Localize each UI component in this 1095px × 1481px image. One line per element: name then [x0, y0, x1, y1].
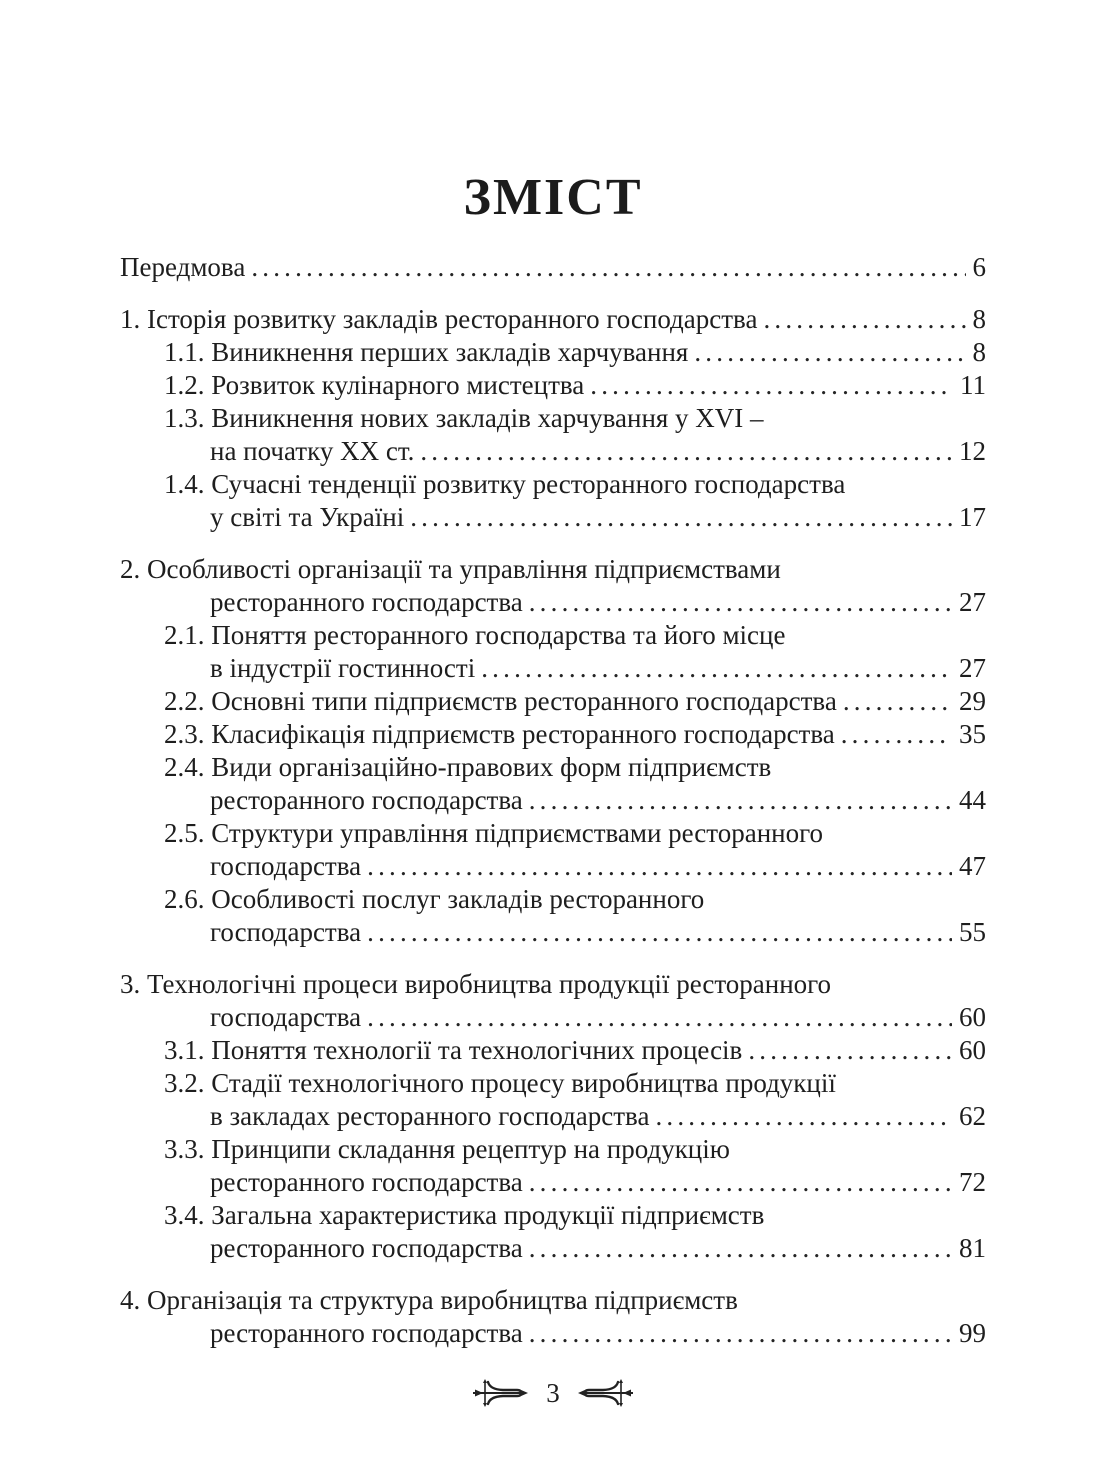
toc-entry — [120, 751, 986, 817]
toc-line — [120, 303, 986, 336]
toc-line — [120, 685, 986, 718]
toc-line — [120, 1034, 986, 1067]
toc-line — [120, 1284, 986, 1317]
toc-line-text: 1.2. Розвиток кулінарного мистецтва — [164, 370, 585, 400]
toc-line-text: 2.5. Структури управління підприємствами ресторанного — [164, 818, 824, 848]
dot-leader — [529, 1317, 952, 1350]
toc-page-number: 62 — [959, 1101, 986, 1131]
toc-line-text: 2.6. Особливості послуг закладів ресторанного — [164, 884, 705, 914]
toc-page-number: 8 — [972, 337, 986, 367]
toc-line — [120, 553, 986, 586]
toc-line — [120, 501, 986, 534]
toc-line-text: 1.3. Виникнення нових закладів харчування у XVI – — [164, 403, 764, 433]
toc-page-number: 8 — [972, 304, 986, 334]
toc-line-text: 1.4. Сучасні тенденції розвитку ресторанного господарства — [164, 469, 846, 499]
toc-page-number: 17 — [959, 502, 986, 532]
toc-entry — [120, 1133, 986, 1199]
toc-line-text: 3.2. Стадії технологічного процесу виробництва продукції — [164, 1068, 836, 1098]
toc-line-text: в закладах ресторанного господарства — [210, 1101, 650, 1131]
toc-line — [120, 1133, 986, 1166]
toc-line-text: ресторанного господарства — [210, 1233, 523, 1263]
toc-line-text: 2. Особливості організації та управління підприємствами — [120, 554, 781, 584]
toc-entry — [120, 817, 986, 883]
toc-line-text: у світі та Україні — [210, 502, 405, 532]
toc-line-text: 4. Організація та структура виробництва підприємств — [120, 1285, 738, 1315]
toc-line-text: 2.3. Класифікація підприємств ресторанного господарства — [164, 719, 835, 749]
dot-leader — [529, 586, 952, 619]
toc-line — [120, 883, 986, 916]
toc-entry — [120, 303, 986, 336]
dot-leader — [529, 1232, 952, 1265]
dot-leader — [410, 501, 952, 534]
ornament-left-icon — [471, 1379, 529, 1407]
toc-line — [120, 1232, 986, 1265]
toc-entry — [120, 685, 986, 718]
toc-entry — [120, 1284, 986, 1350]
toc-line — [120, 817, 986, 850]
toc-entry — [120, 369, 986, 402]
dot-leader — [529, 1166, 952, 1199]
toc-line — [120, 1001, 986, 1034]
toc-page-number: 99 — [959, 1318, 986, 1348]
toc-page-number: 6 — [972, 252, 986, 282]
toc-line-text: 1.1. Виникнення перших закладів харчування — [164, 337, 689, 367]
toc-line — [120, 1166, 986, 1199]
toc-line-text: 3. Технологічні процеси виробництва продукції ресторанного — [120, 969, 832, 999]
dot-leader — [655, 1100, 952, 1133]
toc-line-text: 3.4. Загальна характеристика продукції підприємств — [164, 1200, 765, 1230]
toc-line-text: 3.3. Принципи складання рецептур на продукцію — [164, 1134, 730, 1164]
toc-page-number: 27 — [959, 587, 986, 617]
toc-entry — [120, 402, 986, 468]
toc-line — [120, 1199, 986, 1232]
toc-entry — [120, 883, 986, 949]
toc-entry — [120, 968, 986, 1034]
toc-line — [120, 1100, 986, 1133]
toc-line — [120, 336, 986, 369]
toc-line-text: 1. Історія розвитку закладів ресторанного господарства — [120, 304, 758, 334]
toc-line — [120, 968, 986, 1001]
toc-page-number: 81 — [959, 1233, 986, 1263]
dot-leader — [367, 1001, 952, 1034]
page-footer — [120, 1378, 986, 1408]
toc-line-text: в індустрії гостинності — [210, 653, 476, 683]
toc-page-number: 44 — [959, 785, 986, 815]
toc-entry — [120, 1067, 986, 1133]
toc-line — [120, 369, 986, 402]
toc-page-number: 60 — [959, 1002, 986, 1032]
toc-line-text: ресторанного господарства — [210, 1167, 523, 1197]
toc-line — [120, 586, 986, 619]
toc-line-text: ресторанного господарства — [210, 587, 523, 617]
toc-entry — [120, 1199, 986, 1265]
toc-page-number: 27 — [959, 653, 986, 683]
toc-entry — [120, 619, 986, 685]
dot-leader — [420, 435, 952, 468]
dot-leader — [529, 784, 952, 817]
dot-leader — [367, 850, 952, 883]
dot-leader — [748, 1034, 952, 1067]
toc-page-number: 12 — [959, 436, 986, 466]
footer-page-number: 3 — [546, 1378, 560, 1408]
toc-line — [120, 435, 986, 468]
toc-line — [120, 468, 986, 501]
toc-list — [120, 251, 986, 1350]
dot-leader — [481, 652, 952, 685]
toc-page-number: 72 — [959, 1167, 986, 1197]
toc-page-number: 35 — [959, 719, 986, 749]
dot-leader — [841, 718, 952, 751]
toc-line — [120, 652, 986, 685]
toc-line-text: 2.1. Поняття ресторанного господарства та його місце — [164, 620, 786, 650]
toc-line-text: ресторанного господарства — [210, 1318, 523, 1348]
toc-entry — [120, 336, 986, 369]
dot-leader — [843, 685, 952, 718]
toc-page-number: 47 — [959, 851, 986, 881]
toc-line-text: господарства — [210, 917, 362, 947]
toc-entry — [120, 1034, 986, 1067]
toc-entry — [120, 468, 986, 534]
toc-line — [120, 916, 986, 949]
toc-line — [120, 402, 986, 435]
toc-line-text: на початку XX ст. — [210, 436, 415, 466]
page-title: ЗМІСТ — [463, 168, 643, 226]
dot-leader — [367, 916, 952, 949]
toc-line — [120, 784, 986, 817]
dot-leader — [590, 369, 953, 402]
toc-entry — [120, 251, 986, 284]
toc-line-text: Передмова — [120, 252, 246, 282]
toc-line — [120, 1067, 986, 1100]
toc-entry — [120, 718, 986, 751]
toc-line-text: 2.2. Основні типи підприємств ресторанного господарства — [164, 686, 837, 716]
toc-entry — [120, 553, 986, 619]
toc-page-number: 60 — [959, 1035, 986, 1065]
toc-line — [120, 718, 986, 751]
toc-line-text: 2.4. Види організаційно-правових форм підприємств — [164, 752, 772, 782]
toc-line — [120, 619, 986, 652]
ornament-right-icon — [577, 1379, 635, 1407]
toc-page-number: 55 — [959, 917, 986, 947]
toc-line — [120, 251, 986, 284]
toc-line-text: господарства — [210, 1002, 362, 1032]
toc-line-text: ресторанного господарства — [210, 785, 523, 815]
toc-page-number: 11 — [960, 370, 986, 400]
toc-line — [120, 1317, 986, 1350]
toc-page-number: 29 — [959, 686, 986, 716]
toc-line — [120, 751, 986, 784]
dot-leader — [251, 251, 965, 284]
toc-line-text: 3.1. Поняття технології та технологічних процесів — [164, 1035, 743, 1065]
toc-line-text: господарства — [210, 851, 362, 881]
dot-leader — [694, 336, 965, 369]
dot-leader — [763, 303, 965, 336]
toc-line — [120, 850, 986, 883]
